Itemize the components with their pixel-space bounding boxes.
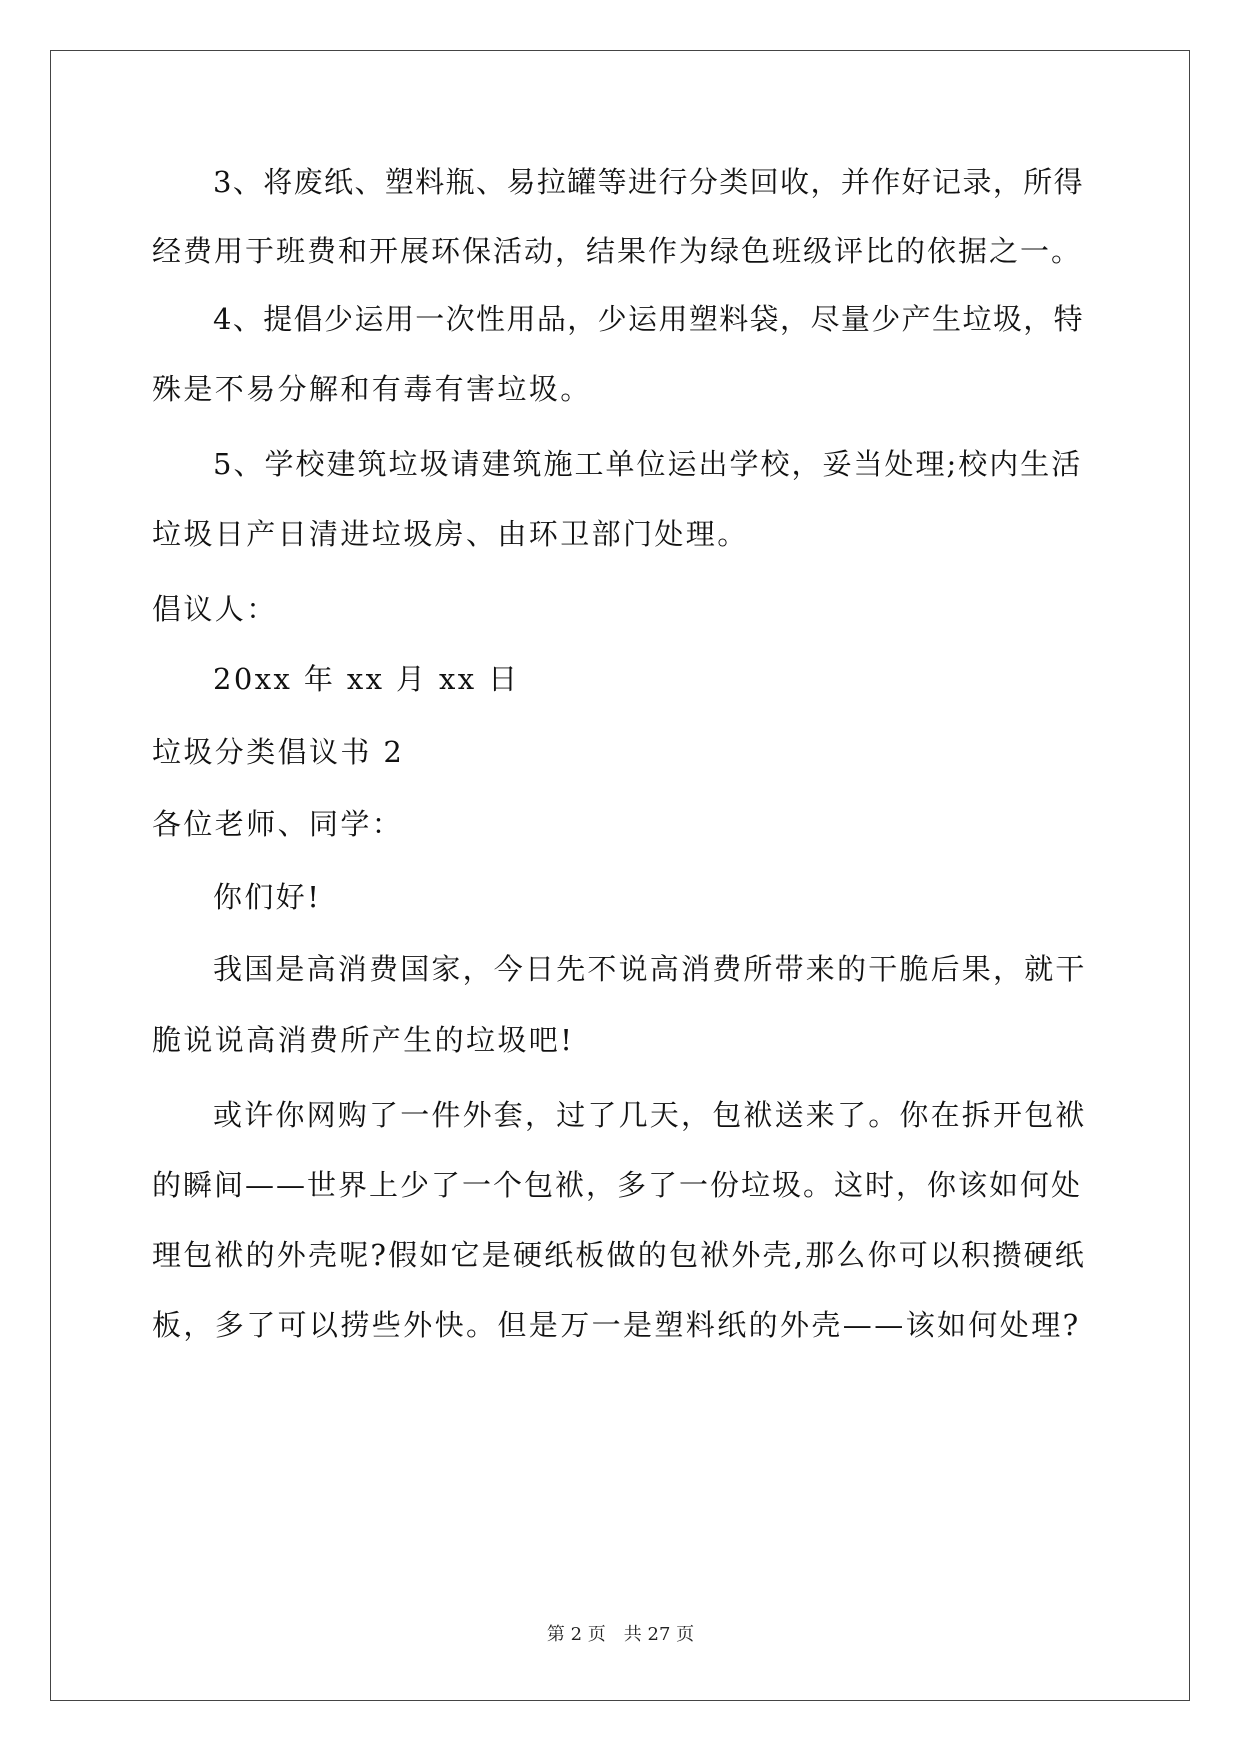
paragraph-line: 殊是不易分解和有毒有害垃圾。 [152,372,592,406]
paragraph-line: 4、提倡少运用一次性用品，少运用塑料袋，尽量少产生垃圾，特 [213,302,1085,336]
paragraph-line: 垃圾日产日清进垃圾房、由环卫部门处理。 [152,517,749,551]
signer-label: 倡议人： [152,592,278,626]
greeting: 你们好! [213,880,322,914]
paragraph-line: 板，多了可以捞些外快。但是万一是塑料纸的外壳——该如何处理? [152,1308,1081,1342]
paragraph-line: 的瞬间——世界上少了一个包袱，多了一份垃圾。这时，你该如何处 [152,1168,1083,1202]
page-number-footer: 第 2 页 共 27 页 [546,1624,695,1645]
paragraph-line: 经费用于班费和开展环保活动，结果作为绿色班级评比的依据之一。 [152,234,1083,268]
paragraph-line: 3、将废纸、塑料瓶、易拉罐等进行分类回收，并作好记录，所得 [213,165,1085,199]
page-border [50,50,1190,1701]
date-line: 20xx 年 xx 月 xx 日 [213,662,520,696]
section-title: 垃圾分类倡议书 2 [152,735,405,769]
paragraph-line: 或许你网购了一件外套，过了几天，包袱送来了。你在拆开包袱 [213,1098,1087,1132]
paragraph-line: 脆说说高消费所产生的垃圾吧! [152,1023,575,1057]
paragraph-line: 5、学校建筑垃圾请建筑施工单位运出学校，妥当处理;校内生活 [213,447,1083,481]
paragraph-line: 我国是高消费国家，今日先不说高消费所带来的干脆后果，就干 [213,952,1087,986]
paragraph-line: 理包袱的外壳呢?假如它是硬纸板做的包袱外壳,那么你可以积攒硬纸 [152,1238,1086,1272]
salutation: 各位老师、同学： [152,807,404,841]
